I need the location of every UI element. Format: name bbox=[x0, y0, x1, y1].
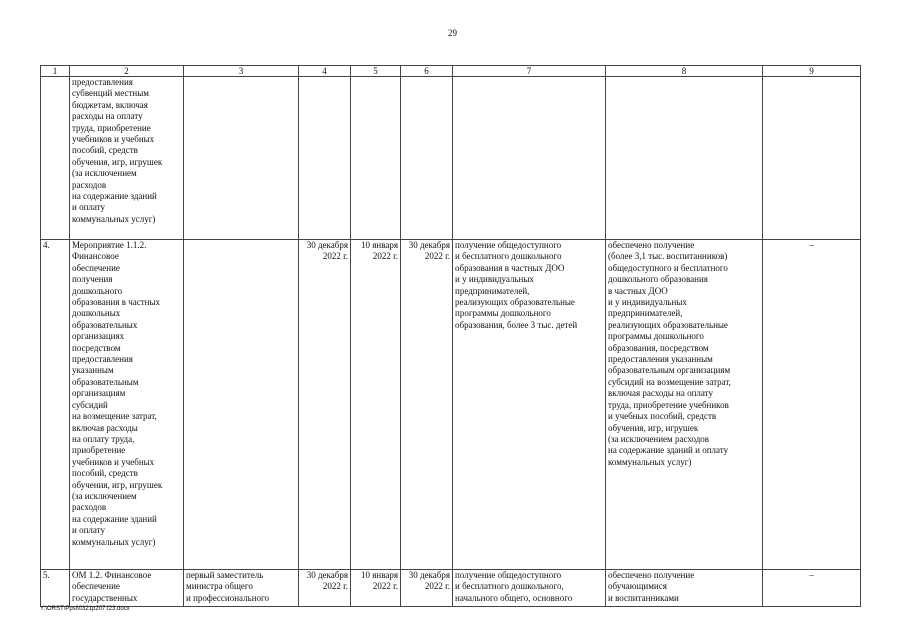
reasons-cell bbox=[763, 77, 861, 240]
col-header: 3 bbox=[184, 66, 299, 77]
measure-name: ОМ 1.2. Финансовое обеспечение государственных bbox=[70, 570, 184, 607]
file-path-footer: Y:\ORST\Ppsi\0321p207.f23.docx bbox=[40, 606, 130, 612]
measure-name: Мероприятие 1.1.2. Финансовое обеспечение получения дошкольного образования в частных дошкольных образовательных организациях посредством предоставления указанным образовательным организациям субсидий на возмещение затрат, включая расходы на оплату труда, приобретение учебников и учебных пособий, средств обучения, игр, игрушек (за исключением расходов на содержание зданий и оплату коммунальных услуг) bbox=[70, 240, 184, 570]
table-row bbox=[41, 570, 861, 607]
col-header: 8 bbox=[606, 66, 763, 77]
reasons-cell: – bbox=[763, 570, 861, 607]
expected-result: получение общедоступного и бесплатного дошкольного образования в частных ДОО и у индивидуальных предпринимателей, реализующих образовательные программы дошкольного образования, более 3 тыс. детей bbox=[453, 240, 606, 570]
col-header: 2 bbox=[70, 66, 184, 77]
date-cell: 10 января 2022 г. bbox=[351, 570, 401, 607]
reasons-cell: – bbox=[763, 240, 861, 570]
measure-name: предоставления субвенций местным бюджетам, включая расходы на оплату труда, приобретение учебников и учебных пособий, средств обучения, игр, игрушек (за исключением расходов на содержание зданий и оплату коммунальных услуг) bbox=[70, 77, 184, 240]
table-row bbox=[41, 77, 861, 240]
col-header: 1 bbox=[41, 66, 70, 77]
col-header: 4 bbox=[299, 66, 351, 77]
actual-result: обеспечено получение (более 3,1 тыс. воспитанников) общедоступного и бесплатного дошкольного образования в частных ДОО и у индивидуальных предпринимателей, реализующих образовательные программы дошкольного образования, посредством предоставления указанным образовательным организациям субсидий на возмещение затрат, включая расходы на оплату труда, приобретение учебников и учебных пособий, средств обучения, игр, игрушек (за исключением расходов на содержание зданий и оплату коммунальных услуг) bbox=[606, 240, 763, 570]
page-number: 29 bbox=[448, 28, 457, 38]
expected-result bbox=[453, 77, 606, 240]
actual-result: обеспечено получение обучающимися и воспитанниками bbox=[606, 570, 763, 607]
row-number bbox=[41, 77, 70, 240]
header-row bbox=[41, 66, 861, 77]
row-number: 4. bbox=[41, 240, 70, 570]
expected-result: получение общедоступного и бесплатного дошкольного, начального общего, основного bbox=[453, 570, 606, 607]
row-number: 5. bbox=[41, 570, 70, 607]
responsible bbox=[184, 240, 299, 570]
plan-table bbox=[40, 65, 861, 607]
date-cell bbox=[351, 77, 401, 240]
actual-result bbox=[606, 77, 763, 240]
date-cell: 30 декабря 2022 г. bbox=[401, 570, 453, 607]
date-cell: 30 декабря 2022 г. bbox=[401, 240, 453, 570]
col-header: 5 bbox=[351, 66, 401, 77]
responsible: первый заместитель министра общего и профессионального bbox=[184, 570, 299, 607]
date-cell bbox=[401, 77, 453, 240]
date-cell: 30 декабря 2022 г. bbox=[299, 570, 351, 607]
col-header: 7 bbox=[453, 66, 606, 77]
col-header: 6 bbox=[401, 66, 453, 77]
table-row bbox=[41, 240, 861, 570]
col-header: 9 bbox=[763, 66, 861, 77]
date-cell bbox=[299, 77, 351, 240]
responsible bbox=[184, 77, 299, 240]
date-cell: 30 декабря 2022 г. bbox=[299, 240, 351, 570]
date-cell: 10 января 2022 г. bbox=[351, 240, 401, 570]
